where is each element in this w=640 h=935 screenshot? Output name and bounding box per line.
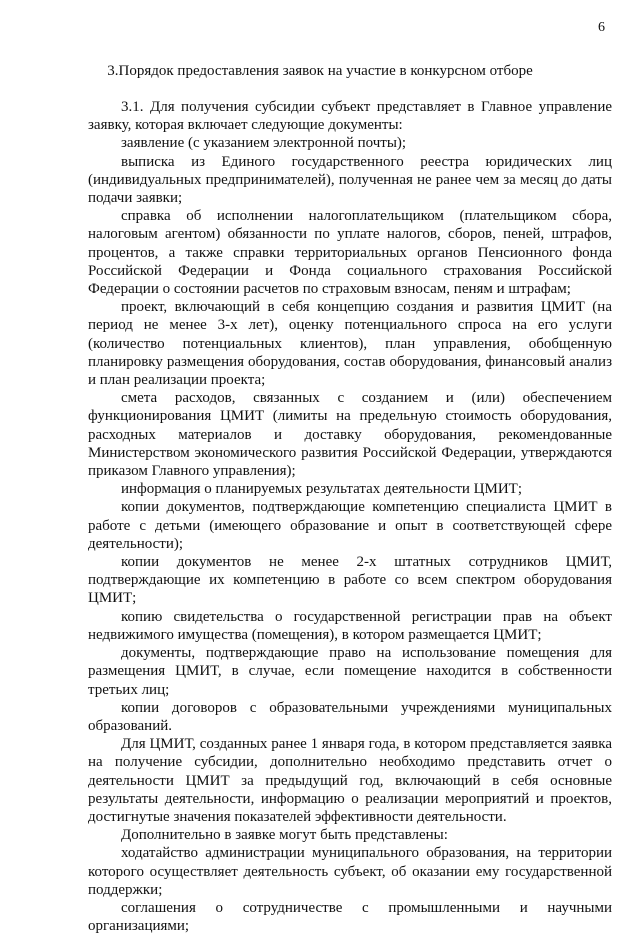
paragraph-additional: Дополнительно в заявке могут быть представлены: xyxy=(121,827,448,844)
paragraph-previous-year-report: Для ЦМИТ, созданных ранее 1 января года, в котором представляется заявка на получение субсидии, дополнительно необходимо представить отчет о деятельности ЦМИТ за предыдущий год, включающий в себя основные результаты деятельности, информацию о реализации мероприятий и проектов, достигнутые значения показателей эффективности деятельности. xyxy=(88,736,612,825)
paragraph-property-certificate: копию свидетельства о государственной регистрации прав на объект недвижимого имущества (помещения), в котором размещается ЦМИТ; xyxy=(88,608,612,643)
paragraph-tax-certificate: справка об исполнении налогоплательщиком (плательщиком сбора, налоговым агентом) обязанности по уплате налогов, сборов, пеней, штрафов, процентов, а также справки территориальных органов Пенсионного фонда Российской Федерации и Фонда социального страхования Российской Федерации о состоянии расчетов по страховым взносам, пеням и штрафам; xyxy=(88,208,612,298)
paragraph-project: проект, включающий в себя концепцию создания и развития ЦМИТ (на период не менее 3-х лет), оценку потенциального спроса на его услуги (количество потенциальных клиентов), план управления, обобщенную планировку размещения оборудования, состав оборудования, финансовый анализ и план реализации проекта; xyxy=(88,299,612,389)
paragraph-3-1-intro: 3.1. Для получения субсидии субъект представляет в Главное управление заявку, которая включает следующие документы: xyxy=(88,99,612,134)
document-body xyxy=(88,98,612,935)
paragraph-planned-results: информация о планируемых результатах деятельности ЦМИТ; xyxy=(121,481,523,498)
paragraph-application: заявление (с указанием электронной почты); xyxy=(121,135,407,152)
paragraph-contracts: копии договоров с образовательными учреждениями муниципальных образований. xyxy=(88,699,612,734)
paragraph-specialist-competence: копии документов, подтверждающие компетенцию специалиста ЦМИТ в работе с детьми (имеющего образование и опыт в соответствующей сфере деятельности); xyxy=(88,499,612,552)
paragraph-cost-estimate: смета расходов, связанных с созданием и (или) обеспечением функционирования ЦМИТ (лимиты на предельную стоимость оборудования, расходных материалов и доставку оборудования, рекомендованные Министерством экономического развития Российской Федерации, утверждаются приказом Главного управления); xyxy=(88,390,612,480)
section-title: 3.Порядок предоставления заявок на участие в конкурсном отборе xyxy=(107,63,533,79)
page-number: 6 xyxy=(598,20,605,35)
paragraph-registry-extract: выписка из Единого государственного реестра юридических лиц (индивидуальных предпринимателей), полученная не ранее чем за месяц до даты подачи заявки; xyxy=(88,153,612,207)
paragraph-staff-competence: копии документов не менее 2-х штатных сотрудников ЦМИТ, подтверждающие их компетенцию в работе со всем спектром оборудования ЦМИТ; xyxy=(88,554,612,607)
paragraph-cooperation-agreements: соглашения о сотрудничестве с промышленными и научными организациями; xyxy=(88,899,612,935)
paragraph-petition: ходатайство администрации муниципального образования, на территории которого осуществляет деятельность субъект, об оказании ему государственной поддержки; xyxy=(88,845,612,898)
paragraph-premises-rights: документы, подтверждающие право на использование помещения для размещения ЦМИТ, в случае, если помещение находится в собственности третьих лиц; xyxy=(88,645,612,698)
